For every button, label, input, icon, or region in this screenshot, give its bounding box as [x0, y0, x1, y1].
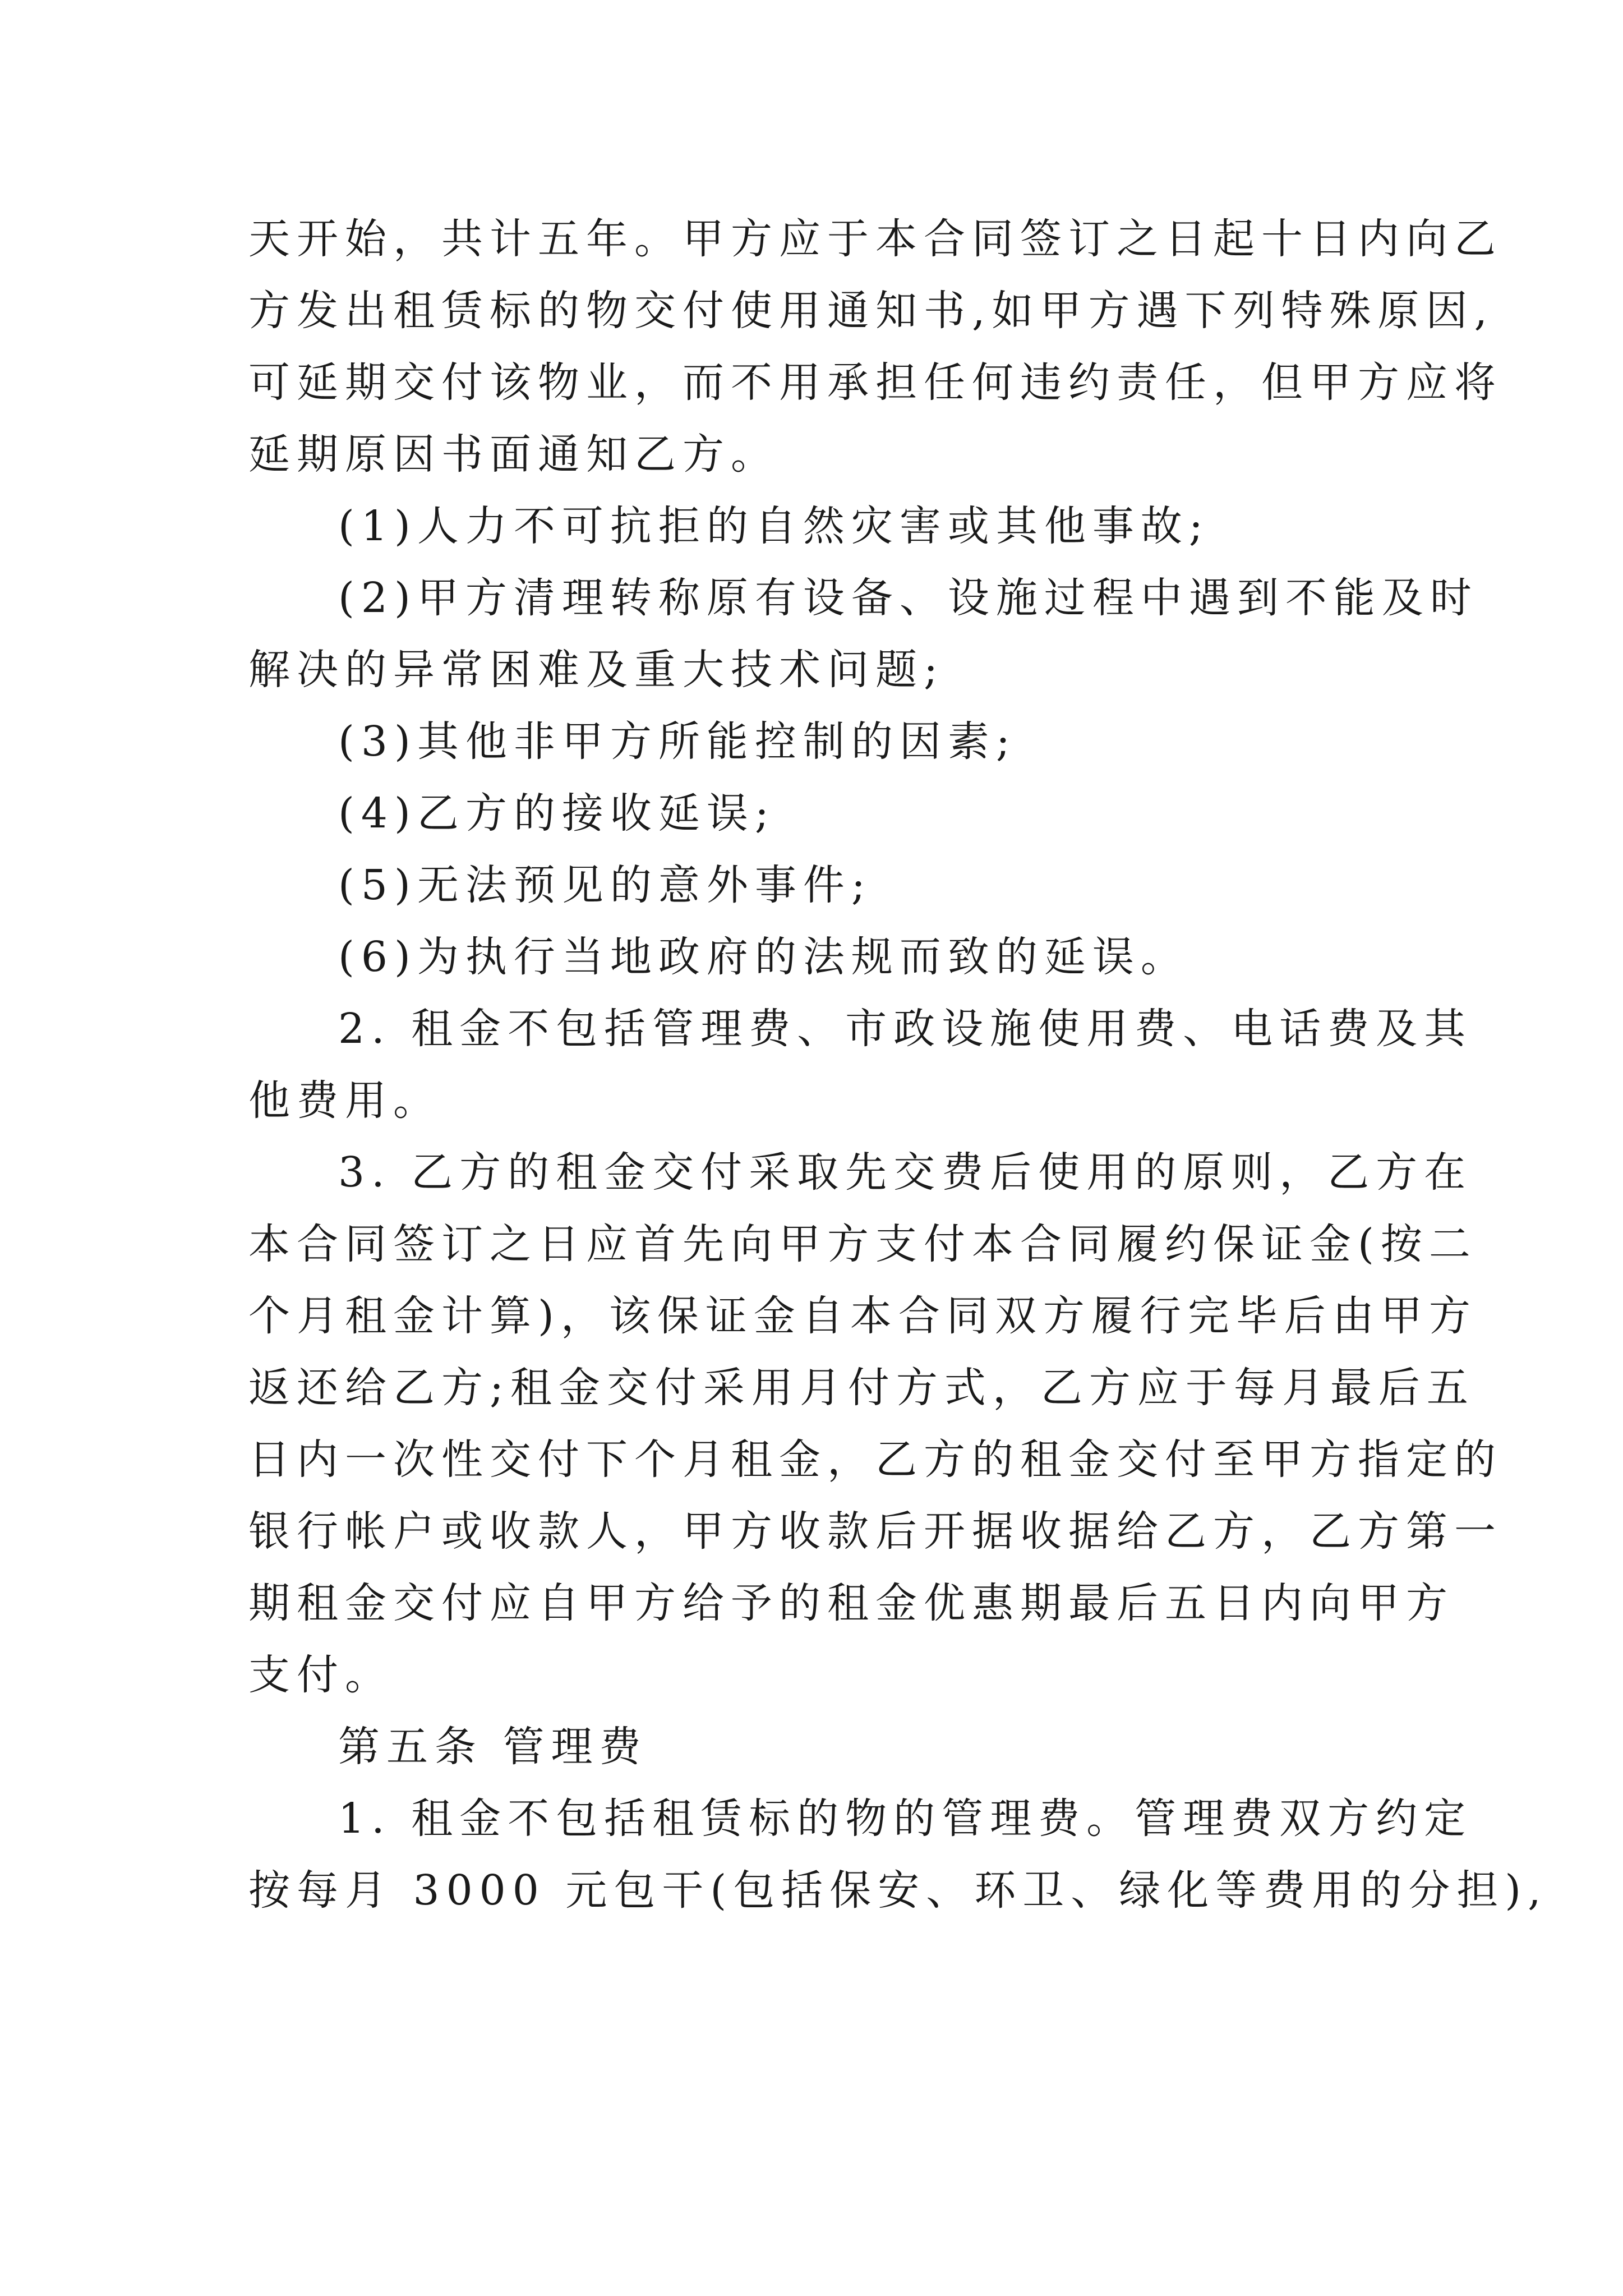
- contract-body-text: [248, 203, 1548, 1926]
- text-line: 按每月 3000 元包干(包括保安、环卫、绿化等费用的分担),: [248, 1866, 1548, 1915]
- text-line: 可延期交付该物业，而不用承担任何违约责任，但甲方应将: [248, 358, 1502, 407]
- clause-1: 1. 租金不包括租赁标的物的管理费。管理费双方约定: [338, 1795, 1473, 1843]
- list-item-6: (6)为执行当地政府的法规而致的延误。: [338, 933, 1189, 981]
- clause-3: 3. 乙方的租金交付采取先交费后使用的原则，乙方在: [338, 1148, 1473, 1197]
- text-line: 支付。: [248, 1651, 393, 1699]
- text-line: 天开始，共计五年。甲方应于本合同签订之日起十日内向乙: [248, 215, 1502, 263]
- text-line: 日内一次性交付下个月租金，乙方的租金交付至甲方指定的: [248, 1435, 1502, 1484]
- text-line: 他费用。: [248, 1076, 441, 1125]
- text-line: 期租金交付应自甲方给予的租金优惠期最后五日内向甲方: [248, 1579, 1454, 1627]
- text-line: 解决的异常困难及重大技术问题;: [248, 646, 944, 694]
- text-line: 返还给乙方;租金交付采用月付方式，乙方应于每月最后五: [248, 1364, 1475, 1412]
- list-item-3: (3)其他非甲方所能控制的因素;: [338, 717, 1017, 766]
- text-line: 方发出租赁标的物交付使用通知书,如甲方遇下列特殊原因,: [248, 287, 1495, 335]
- clause-2: 2. 租金不包括管理费、市政设施使用费、电话费及其: [338, 1005, 1473, 1053]
- article-heading: 第五条 管理费: [338, 1723, 648, 1771]
- text-line: 延期原因书面通知乙方。: [248, 430, 779, 478]
- text-line: 本合同签订之日应首先向甲方支付本合同履约保证金(按二: [248, 1220, 1477, 1268]
- text-line: 银行帐户或收款人，甲方收款后开据收据给乙方，乙方第一: [248, 1507, 1502, 1556]
- list-item-1: (1)人力不可抗拒的自然灾害或其他事故;: [338, 502, 1210, 550]
- list-item-2: (2)甲方清理转称原有设备、设施过程中遇到不能及时: [338, 574, 1478, 622]
- list-item-5: (5)无法预见的意外事件;: [338, 861, 872, 909]
- text-line: 个月租金计算)，该保证金自本合同双方履行完毕后由甲方: [248, 1292, 1477, 1340]
- list-item-4: (4)乙方的接收延误;: [338, 789, 776, 838]
